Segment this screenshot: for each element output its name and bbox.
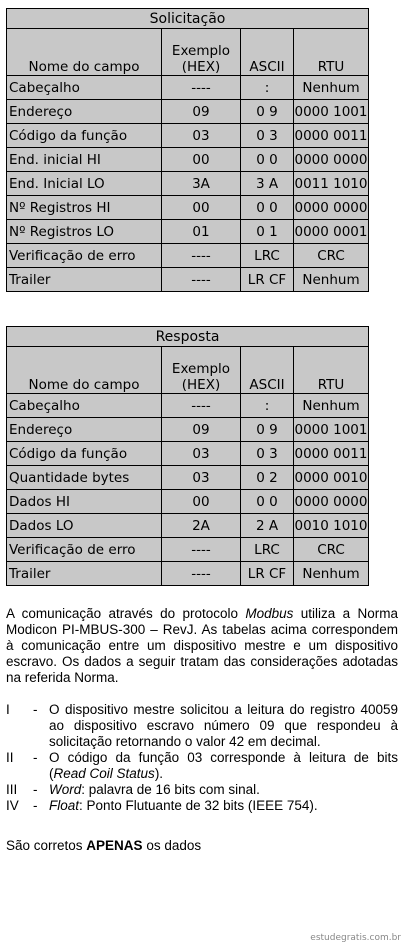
ascii-cell: 0 9	[241, 100, 294, 124]
header-example-line2: (HEX)	[181, 59, 221, 75]
field-cell: Código da função	[7, 442, 162, 466]
rtu-cell: Nenhum	[294, 268, 369, 292]
hex-cell: 03	[162, 466, 241, 490]
statement-number: II	[6, 750, 14, 765]
header-field-name: Nome do campo	[7, 347, 162, 394]
statement-number: I	[6, 702, 10, 717]
statement-dash: -	[33, 798, 38, 813]
table-row	[7, 148, 369, 172]
statement-list	[6, 702, 398, 814]
table-row	[7, 514, 369, 538]
statement-item	[6, 750, 398, 782]
statement-dash: -	[33, 750, 38, 765]
ascii-cell: LRC	[241, 538, 294, 562]
header-example-line1: Exemplo	[171, 43, 231, 59]
field-cell: Endereço	[7, 100, 162, 124]
header-example	[162, 347, 241, 394]
hex-cell: 3A	[162, 172, 241, 196]
rtu-cell: Nenhum	[294, 76, 369, 100]
table-row	[7, 394, 369, 418]
field-cell: Nº Registros HI	[7, 196, 162, 220]
ascii-cell: 0 3	[241, 124, 294, 148]
hex-cell: ----	[162, 562, 241, 586]
hex-cell: 09	[162, 418, 241, 442]
rtu-cell: Nenhum	[294, 394, 369, 418]
solicitacao-table	[6, 8, 369, 292]
hex-cell: 09	[162, 100, 241, 124]
hex-cell: ----	[162, 244, 241, 268]
hex-cell: ----	[162, 394, 241, 418]
table-row	[7, 172, 369, 196]
statement-text-rest: : Ponto Flutuante de 32 bits (IEEE 754).	[79, 798, 318, 813]
statement-body	[49, 702, 398, 750]
hex-cell: 03	[162, 442, 241, 466]
rtu-cell: 0000 1001	[294, 100, 369, 124]
question-text	[6, 606, 398, 854]
statement-number: IV	[6, 798, 19, 813]
statement-item	[6, 702, 398, 750]
hex-cell: 01	[162, 220, 241, 244]
header-example-line1: Exemplo	[171, 361, 231, 377]
rtu-cell: CRC	[294, 244, 369, 268]
field-cell: Trailer	[7, 562, 162, 586]
hex-cell: ----	[162, 76, 241, 100]
table-row	[7, 418, 369, 442]
rtu-cell: 0000 0000	[294, 490, 369, 514]
header-example-line2: (HEX)	[181, 377, 221, 393]
rtu-cell: 0000 0000	[294, 196, 369, 220]
intro-emphasis: Modbus	[245, 606, 294, 621]
table-row	[7, 490, 369, 514]
rtu-cell: 0000 0001	[294, 220, 369, 244]
rtu-cell: CRC	[294, 538, 369, 562]
intro-text: A comunicação através do protocolo	[6, 606, 246, 621]
statement-body	[49, 750, 398, 782]
prompt-text: São corretos	[6, 838, 87, 853]
header-ascii: ASCII	[241, 347, 294, 394]
hex-cell: ----	[162, 268, 241, 292]
table-row	[7, 124, 369, 148]
ascii-cell: :	[241, 394, 294, 418]
header-field-name: Nome do campo	[7, 29, 162, 76]
header-rtu: RTU	[294, 347, 369, 394]
ascii-cell: LRC	[241, 244, 294, 268]
prompt-emphasis: APENAS	[86, 838, 143, 853]
resposta-table	[6, 326, 369, 586]
statement-body	[49, 782, 398, 798]
ascii-cell: LR CF	[241, 268, 294, 292]
table-row	[7, 562, 369, 586]
table-row	[7, 220, 369, 244]
statement-emphasis: Float	[49, 798, 80, 813]
statement-dash: -	[33, 782, 38, 797]
ascii-cell: 0 0	[241, 196, 294, 220]
rtu-cell: 0000 0010	[294, 466, 369, 490]
statement-emphasis: Word	[49, 782, 82, 797]
table-row	[7, 268, 369, 292]
table-row	[7, 244, 369, 268]
rtu-cell: 0011 1010	[294, 172, 369, 196]
header-rtu: RTU	[294, 29, 369, 76]
table-row	[7, 196, 369, 220]
field-cell: End. Inicial LO	[7, 172, 162, 196]
hex-cell: 00	[162, 196, 241, 220]
field-cell: Verificação de erro	[7, 538, 162, 562]
field-cell: Trailer	[7, 268, 162, 292]
field-cell: Cabeçalho	[7, 394, 162, 418]
ascii-cell: 0 1	[241, 220, 294, 244]
statement-item	[6, 782, 398, 798]
field-cell: Código da função	[7, 124, 162, 148]
ascii-cell: 0 2	[241, 466, 294, 490]
table-row	[7, 76, 369, 100]
hex-cell: ----	[162, 538, 241, 562]
rtu-cell: 0000 0000	[294, 148, 369, 172]
statement-item	[6, 798, 398, 814]
table-row	[7, 100, 369, 124]
ascii-cell: 0 9	[241, 418, 294, 442]
ascii-cell: 0 0	[241, 148, 294, 172]
watermark: estudegratis.com.br	[310, 933, 401, 943]
header-example	[162, 29, 241, 76]
table-title: Resposta	[7, 327, 369, 347]
table-row	[7, 538, 369, 562]
table-row	[7, 442, 369, 466]
statement-body	[49, 798, 398, 814]
field-cell: Dados HI	[7, 490, 162, 514]
field-cell: Cabeçalho	[7, 76, 162, 100]
field-cell: Quantidade bytes	[7, 466, 162, 490]
rtu-cell: 0000 1001	[294, 418, 369, 442]
statement-text-rest: ).	[154, 766, 164, 781]
intro-paragraph	[6, 606, 398, 686]
statement-number: III	[6, 782, 18, 797]
rtu-cell: 0010 1010	[294, 514, 369, 538]
statement-dash: -	[33, 702, 38, 717]
ascii-cell: 0 0	[241, 490, 294, 514]
rtu-cell: Nenhum	[294, 562, 369, 586]
ascii-cell: 3 A	[241, 172, 294, 196]
ascii-cell: 0 3	[241, 442, 294, 466]
hex-cell: 03	[162, 124, 241, 148]
field-cell: Dados LO	[7, 514, 162, 538]
table-title: Solicitação	[7, 9, 369, 29]
field-cell: End. inicial HI	[7, 148, 162, 172]
statement-text: O código da função 03 corresponde à leitura de bits (	[49, 750, 398, 781]
hex-cell: 00	[162, 148, 241, 172]
intro-text-rest: utiliza a Norma Modicon PI-MBUS-300 – RevJ. As tabelas acima correspondem à comunicação entre um dispositivo mestre e um dispositivo escravo. Os dados a seguir tratam das considerações adotadas na referida Norma.	[6, 606, 398, 685]
rtu-cell: 0000 0011	[294, 442, 369, 466]
field-cell: Endereço	[7, 418, 162, 442]
hex-cell: 00	[162, 490, 241, 514]
statement-text-rest: : palavra de 16 bits com sinal.	[81, 782, 260, 797]
field-cell: Verificação de erro	[7, 244, 162, 268]
statement-emphasis: Read Coil Status	[53, 766, 155, 781]
table-row	[7, 466, 369, 490]
statement-text: O dispositivo mestre solicitou a leitura do registro 40059 ao dispositivo escravo número 09 que respondeu à solicitação retornando o valor 42 em decimal.	[49, 702, 398, 749]
ascii-cell: :	[241, 76, 294, 100]
prompt-text-rest: os dados	[142, 838, 202, 853]
ascii-cell: LR CF	[241, 562, 294, 586]
rtu-cell: 0000 0011	[294, 124, 369, 148]
question-prompt	[6, 838, 398, 854]
hex-cell: 2A	[162, 514, 241, 538]
field-cell: Nº Registros LO	[7, 220, 162, 244]
header-ascii: ASCII	[241, 29, 294, 76]
ascii-cell: 2 A	[241, 514, 294, 538]
